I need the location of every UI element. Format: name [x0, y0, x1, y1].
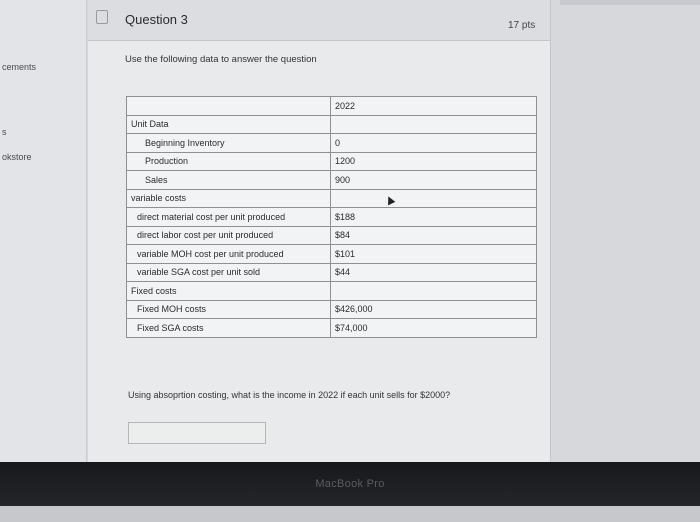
row-label: variable SGA cost per unit sold	[127, 263, 331, 282]
table-row	[127, 171, 537, 190]
table-row	[127, 245, 537, 264]
flag-icon[interactable]	[96, 10, 108, 24]
table-row	[127, 300, 537, 319]
table-cell	[127, 97, 331, 116]
row-label: Sales	[127, 171, 331, 190]
table-row	[127, 226, 537, 245]
question-prompt: Use the following data to answer the question	[125, 54, 317, 65]
desk-edge	[0, 506, 700, 522]
row-label: variable costs	[127, 189, 331, 208]
laptop-brand: MacBook Pro	[315, 478, 385, 490]
data-table	[126, 96, 537, 338]
row-value	[331, 115, 537, 134]
row-label: variable MOH cost per unit produced	[127, 245, 331, 264]
table-row	[127, 208, 537, 227]
table-row	[127, 282, 537, 301]
course-nav	[0, 0, 87, 462]
row-label: Production	[127, 152, 331, 171]
question-header	[88, 0, 550, 41]
row-label: direct labor cost per unit produced	[127, 226, 331, 245]
row-value: 1200	[331, 152, 537, 171]
row-label: direct material cost per unit produced	[127, 208, 331, 227]
row-value: 900	[331, 171, 537, 190]
row-value: $426,000	[331, 300, 537, 319]
table-header-row	[127, 97, 537, 116]
table-row	[127, 134, 537, 153]
question-ask: Using absoprtion costing, what is the income in 2022 if each unit sells for $2000?	[128, 390, 451, 400]
row-value: $74,000	[331, 319, 537, 338]
row-value: 0	[331, 134, 537, 153]
row-value	[331, 282, 537, 301]
answer-input[interactable]	[128, 422, 266, 444]
row-value	[331, 189, 537, 208]
row-label: Fixed MOH costs	[127, 300, 331, 319]
nav-item-bookstore[interactable]: okstore	[2, 152, 32, 162]
question-title: Question 3	[125, 12, 188, 27]
row-value: $101	[331, 245, 537, 264]
row-value: $84	[331, 226, 537, 245]
year-header: 2022	[331, 97, 537, 116]
table-row	[127, 152, 537, 171]
browser-top-strip	[560, 0, 700, 5]
table-row	[127, 115, 537, 134]
row-label: Beginning Inventory	[127, 134, 331, 153]
row-value: $188	[331, 208, 537, 227]
table-row	[127, 319, 537, 338]
row-label: Fixed SGA costs	[127, 319, 331, 338]
table-row	[127, 263, 537, 282]
row-label: Unit Data	[127, 115, 331, 134]
nav-item-partial[interactable]: s	[2, 127, 7, 137]
nav-item-announcements[interactable]: cements	[2, 62, 37, 72]
row-value: $44	[331, 263, 537, 282]
table-row	[127, 189, 537, 208]
question-points: 17 pts	[508, 20, 536, 31]
row-label: Fixed costs	[127, 282, 331, 301]
